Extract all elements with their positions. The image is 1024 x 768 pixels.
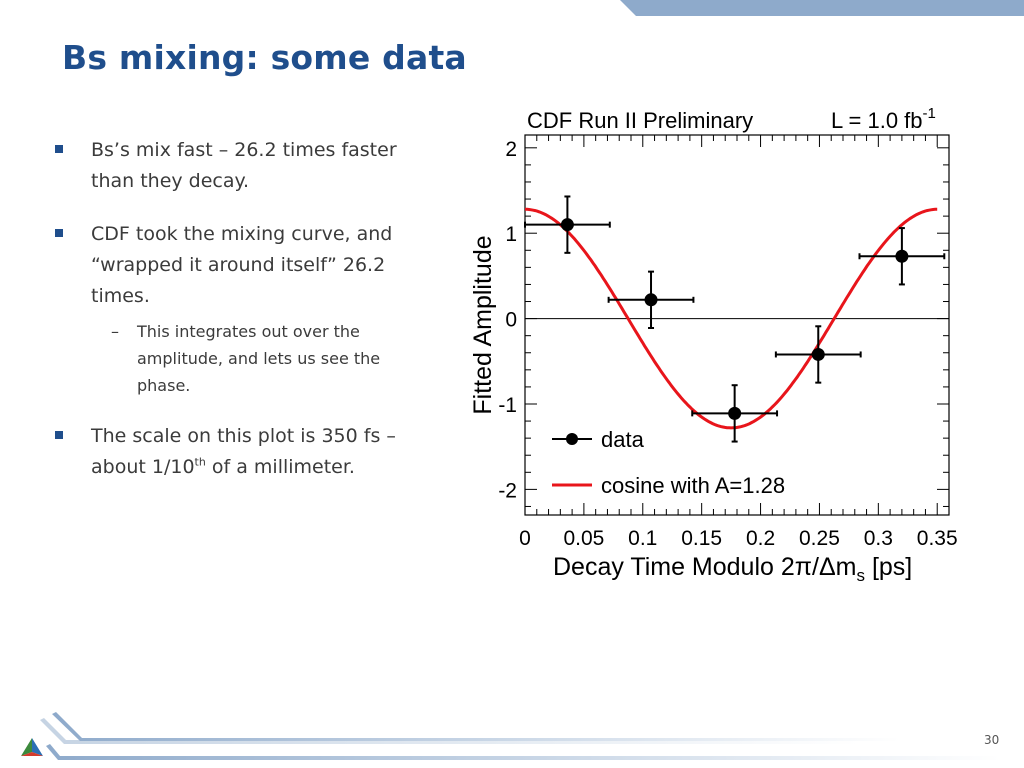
x-tick-label: 0.2 <box>745 527 776 550</box>
bullet-2 <box>55 219 435 399</box>
dash-bullet-icon: – <box>111 322 119 341</box>
square-bullet-icon <box>55 229 63 237</box>
legend-data-label: data <box>601 427 644 452</box>
x-tick-label: 0.3 <box>863 527 893 550</box>
x-tick-label: 0.35 <box>916 527 958 550</box>
data-marker <box>895 250 908 263</box>
sub-bullet-text: This integrates out over the amplitude, and lets us see the phase. <box>137 322 381 395</box>
square-bullet-icon <box>55 431 63 439</box>
data-marker <box>812 348 825 361</box>
bullet-3-superscript: th <box>194 455 206 469</box>
y-axis-label: Fitted Amplitude <box>469 235 497 415</box>
data-point <box>776 326 861 382</box>
x-tick-label: 0 <box>519 527 531 550</box>
data-marker <box>728 407 741 420</box>
footer-decoration <box>0 700 1024 768</box>
data-point <box>859 228 944 284</box>
x-axis-label: Decay Time Modulo $2\pi/\Delta m_s$ [ps] <box>553 553 913 585</box>
x-tick-label: 0.05 <box>563 527 605 550</box>
legend <box>552 427 785 498</box>
y-tick-label: -2 <box>498 479 517 503</box>
page-number: 30 <box>984 733 1000 747</box>
y-tick-label: -1 <box>498 393 517 417</box>
amplitude-plot <box>455 95 965 595</box>
plot-header-left: CDF Run II Preliminary <box>527 108 754 133</box>
bullet-3-text-after: of a millimeter. <box>205 456 355 478</box>
x-tick-label: 0.15 <box>681 527 723 550</box>
data-point <box>525 196 610 252</box>
y-axis-tick-labels <box>498 138 517 503</box>
bullet-3-text-before: The scale on this plot is 350 fs – about 1/10 <box>91 425 396 478</box>
data-marker <box>561 218 574 231</box>
bullet-2-text: CDF took the mixing curve, and “wrapped it around itself” 26.2 times. <box>91 223 393 307</box>
plot-header-right: L = 1.0 $fb^{-1}$ <box>831 105 936 133</box>
data-point <box>609 272 694 328</box>
square-bullet-icon <box>55 145 63 153</box>
bullet-3 <box>55 421 435 483</box>
y-axis-ticks <box>525 148 949 507</box>
y-tick-label: 2 <box>505 137 517 161</box>
legend-curve-label: cosine with A=1.28 <box>601 473 786 498</box>
x-axis-ticks <box>525 135 949 515</box>
legend-data-marker <box>566 433 578 445</box>
x-axis-tick-labels <box>519 527 958 550</box>
bullet-1-text: Bs’s mix fast – 26.2 times faster than they decay. <box>91 139 397 192</box>
y-tick-label: 1 <box>505 223 517 247</box>
top-decor-band <box>620 0 1024 16</box>
y-tick-label: 0 <box>505 308 517 332</box>
x-tick-label: 0.25 <box>799 527 840 550</box>
logo-icon <box>21 738 43 756</box>
bullet-list <box>55 135 435 505</box>
slide-title: Bs mixing: some data <box>62 38 467 77</box>
data-point <box>692 385 777 441</box>
x-tick-label: 0.1 <box>628 527 658 550</box>
plot-frame <box>525 135 949 515</box>
data-marker <box>645 293 658 306</box>
sub-bullet <box>91 318 435 399</box>
bullet-1 <box>55 135 435 197</box>
